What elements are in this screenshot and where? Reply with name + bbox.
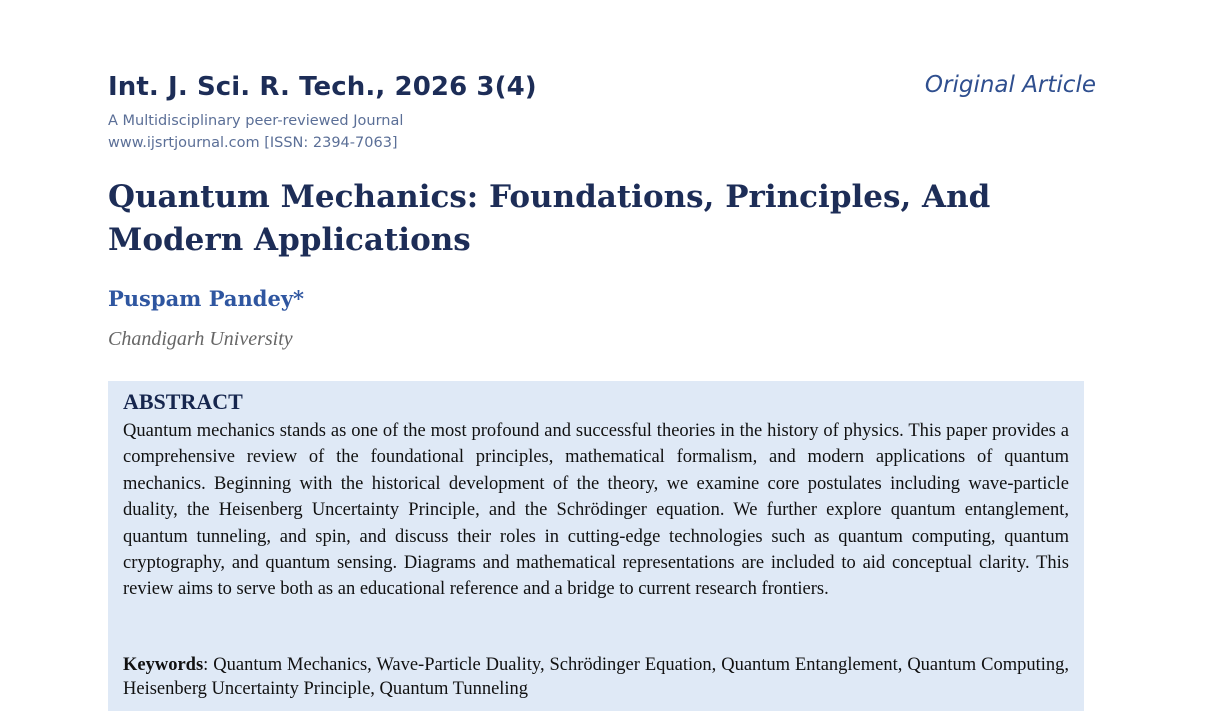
keywords-paragraph xyxy=(123,653,1069,701)
author-name: Puspam Pandey* xyxy=(108,286,305,311)
author-affiliation: Chandigarh University xyxy=(108,328,293,350)
journal-subtitle: A Multidisciplinary peer-reviewed Journal xyxy=(108,113,404,129)
abstract-heading: ABSTRACT xyxy=(123,389,243,414)
abstract-text: Quantum mechanics stands as one of the most profound and successful theories in the history of physics. This paper provides a comprehensive review of the foundational principles, mathematical formalism, and modern applications of quantum mechanics. Beginning with the historical development of the theory, we examine core postulates including wave-particle duality, the Heisenberg Uncertainty Principle, and the Schrödinger equation. We further explore quantum entanglement, quantum tunneling, and spin, and discuss their roles in cutting-edge technologies such as quantum computing, quantum cryptography, and quantum sensing. Diagrams and mathematical representations are included to aid conceptual clarity. This review aims to serve both as an educational reference and a bridge to current research frontiers. xyxy=(123,421,1069,600)
journal-title: Int. J. Sci. R. Tech., 2026 3(4) xyxy=(108,72,537,102)
article-type-label: Original Article xyxy=(924,72,1096,98)
paper-title: Quantum Mechanics: Foundations, Principles, And Modern Applications xyxy=(108,179,991,258)
journal-website: www.ijsrtjournal.com [ISSN: 2394-7063] xyxy=(108,135,398,151)
keywords-list: : Quantum Mechanics, Wave-Particle Duality, Schrödinger Equation, Quantum Entanglement, Quantum Computing, Heisenberg Uncertainty Principle, Quantum Tunneling xyxy=(123,655,1069,699)
abstract-section xyxy=(108,381,1084,711)
keywords-label: Keywords xyxy=(123,655,204,675)
